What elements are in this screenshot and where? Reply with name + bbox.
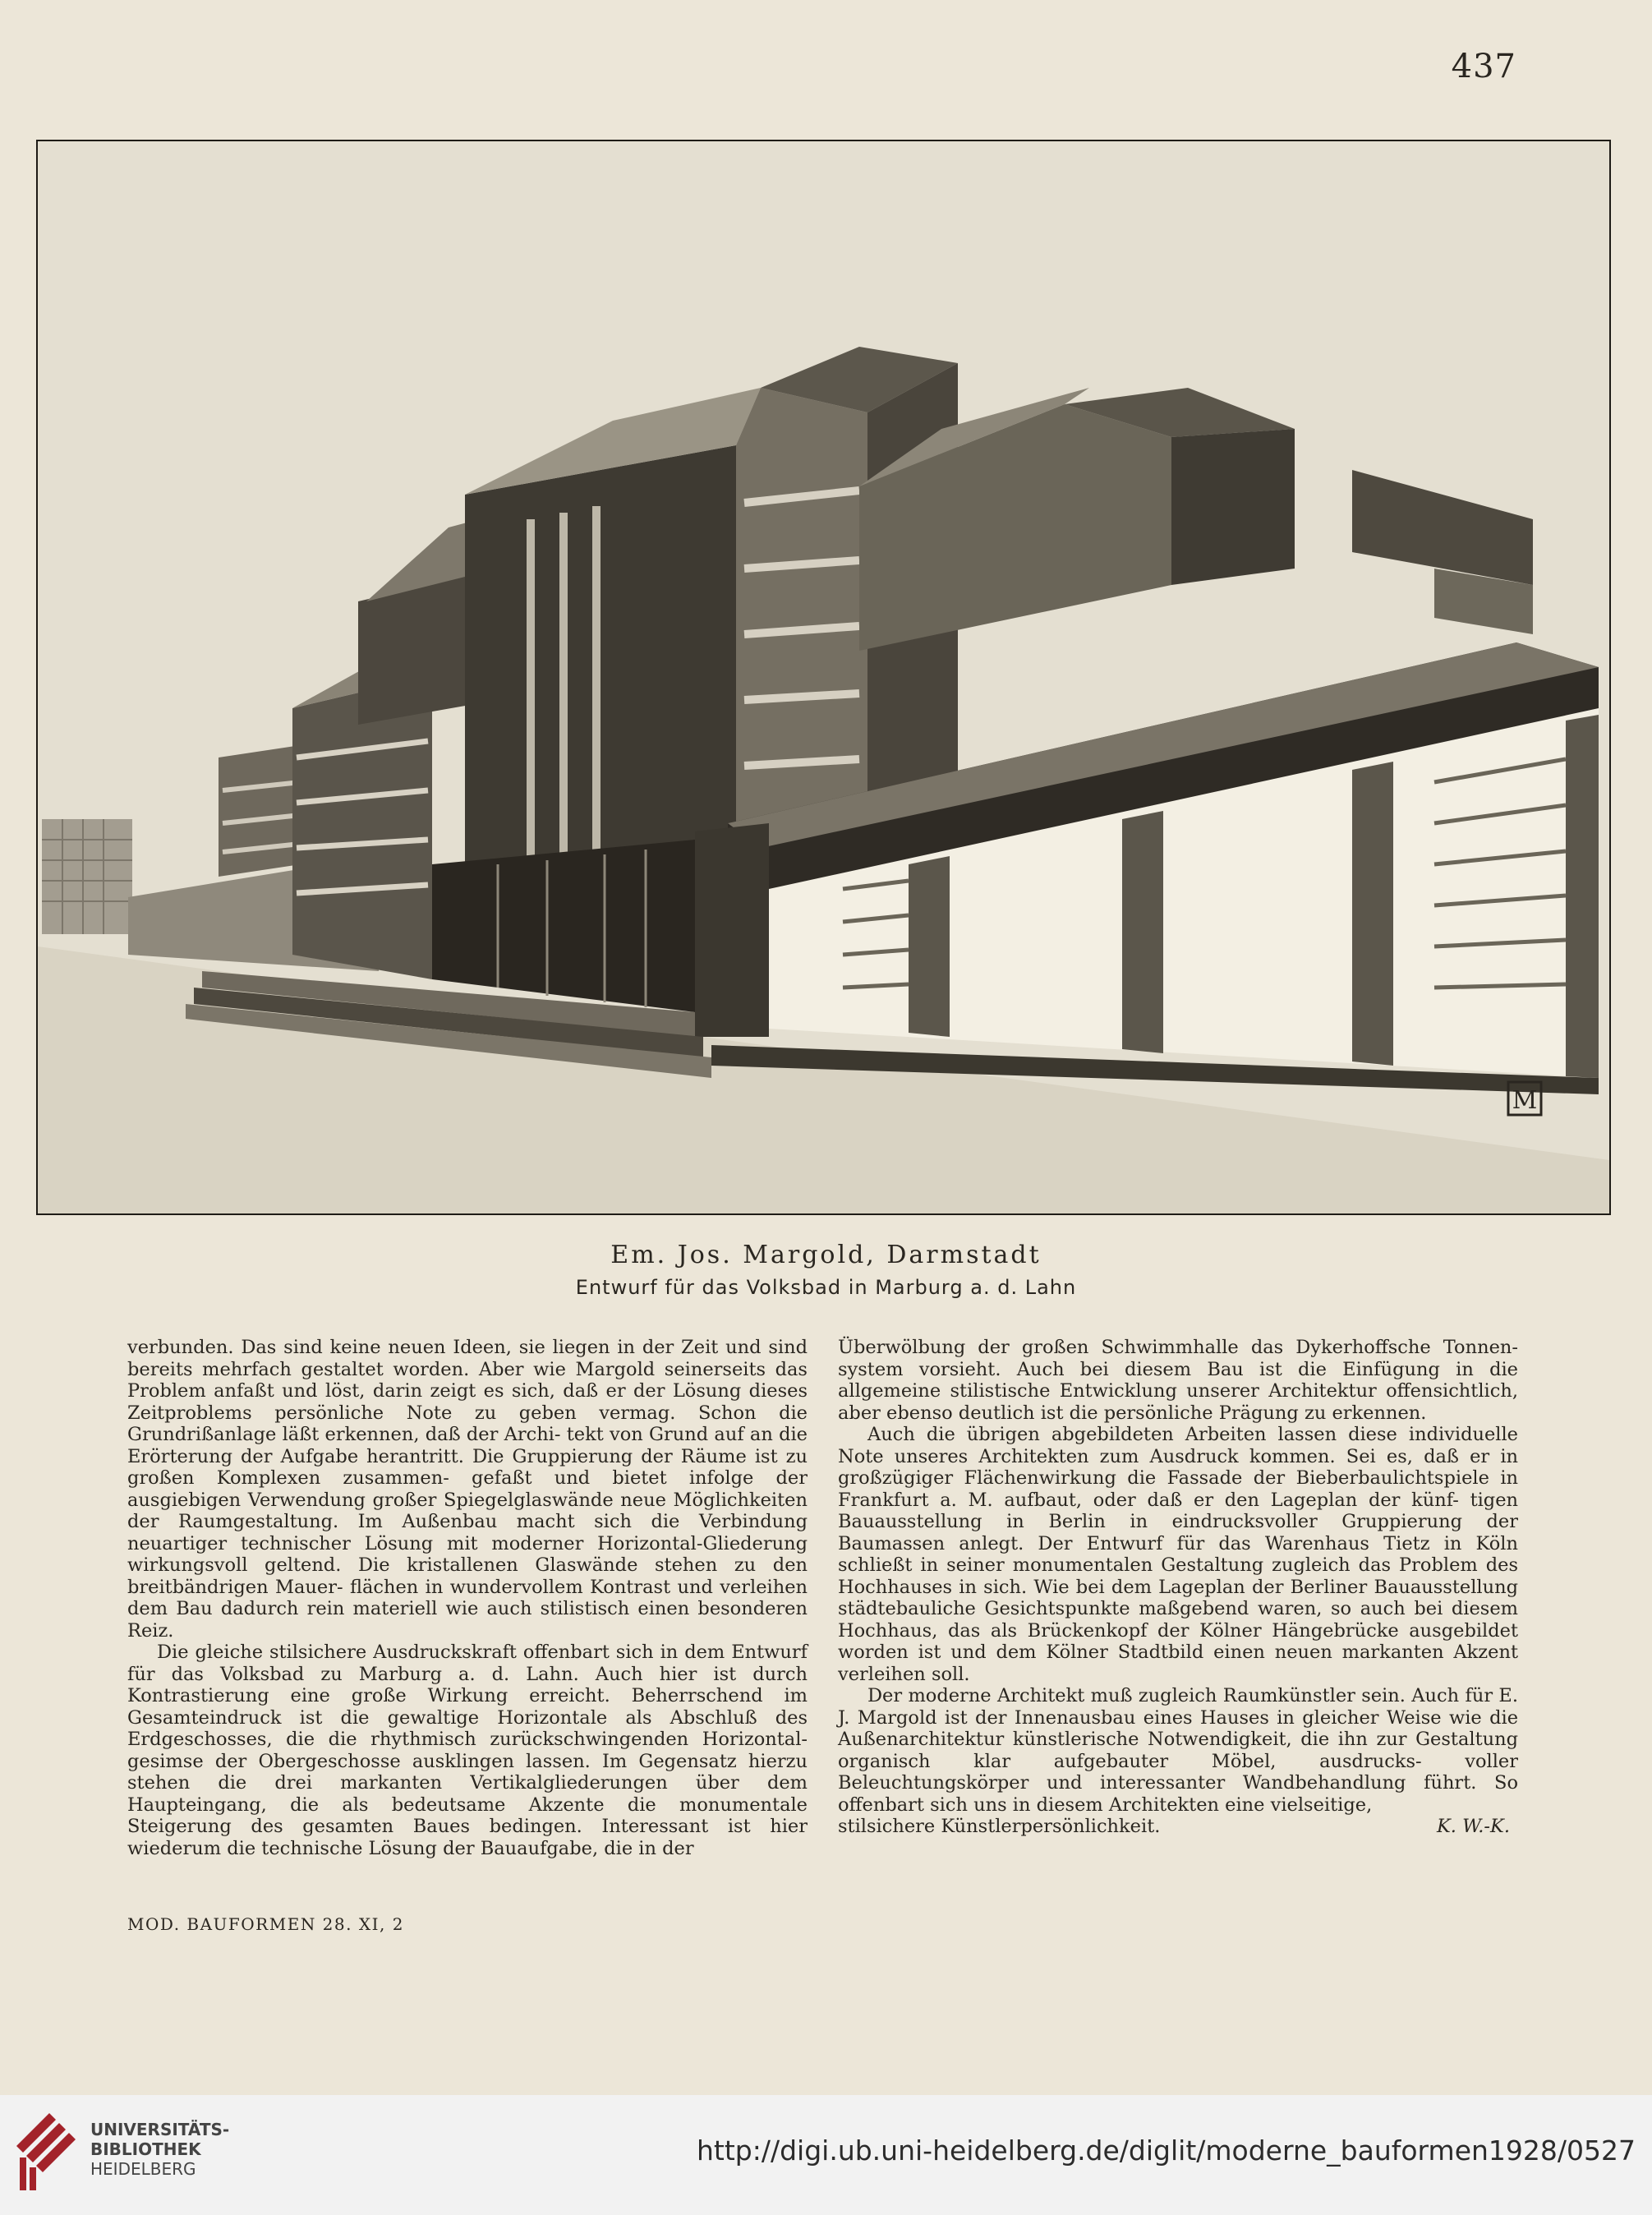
text-line: flächen in wundervollem Kontrast und verleihen dem Bau dadurch (127, 1576, 808, 1619)
text-line: tekt von Grund auf an die Erörterung der Aufgabe herantritt. (127, 1424, 808, 1467)
text-line: die allgemeine stilistische Entwicklung unserer Architektur (838, 1358, 1518, 1402)
text-line: Hängebrücke ausgebildet worden ist und dem Kölner Stadtbild (838, 1619, 1518, 1663)
text-line: führt. So offenbart sich uns in diesem Architekten eine vielseitige, (838, 1772, 1518, 1816)
library-name-line3: HEIDELBERG (90, 2159, 196, 2179)
paragraph (838, 1685, 1518, 1816)
text-line: seinerseits das Problem anfaßt und löst, darin zeigt es sich, daß (127, 1358, 808, 1402)
text-line: system vorsieht. Auch bei diesem Bau ist die Einfügung in (838, 1358, 1474, 1380)
text-line: wiederum die technische Lösung der Bauaufgabe, die in der (127, 1837, 694, 1859)
paragraph (127, 1642, 808, 1859)
closing-line (838, 1816, 1518, 1838)
text-line: in großzügiger Flächenwirkung die Fassade der Bieberbaulichtspiele (838, 1445, 1519, 1489)
building-illustration (36, 140, 1611, 1215)
text-line: gesimse der Obergeschosse ausklingen lassen. Im Gegensatz (127, 1750, 737, 1772)
library-name (90, 2120, 229, 2179)
text-line: Lösung mit moderner Horizontal-Gliederung wirkungsvoll geltend. (127, 1532, 808, 1576)
text-line: des Hochhauses in sich. Wie bei dem Lageplan der Berliner (838, 1554, 1518, 1598)
text-line: Spiegelglaswände neue Möglichkeiten der Raumgestaltung. Im (127, 1489, 808, 1532)
building-drawing (38, 141, 1609, 1213)
text-line: er der Lösung dieses Zeitproblems persönliche Note zu geben (127, 1380, 808, 1424)
text-line: offensichtlich, aber ebenso deutlich ist die persönliche Prägung zu (838, 1380, 1518, 1424)
caption-artist: Em. Jos. Margold, Darmstadt (610, 1241, 1042, 1269)
page-number: 437 (1451, 48, 1516, 85)
text-line: für E. J. Margold ist der Innenausbau eines Hauses in gleicher (838, 1685, 1518, 1729)
author-signature: K. W.-K. (1436, 1816, 1510, 1837)
text-line: in Frankfurt a. M. aufbaut, oder daß er den Lageplan der künf- (838, 1467, 1518, 1511)
text-line: Weise wie die Außenarchitektur künstlerische Notwendigkeit, die (838, 1706, 1519, 1750)
text-line: Bauausstellung städtebauliche Gesichtspunkte maßgebend waren, (838, 1576, 1519, 1619)
left-column (127, 1337, 808, 1859)
text-line: Note unseres Architekten zum Ausdruck kommen. Sei es, daß er (838, 1445, 1490, 1467)
text-line: ihn zur Gestaltung organisch klar aufgebauter Möbel, ausdrucks- (838, 1729, 1518, 1772)
text-line: verbunden. Das sind keine neuen Ideen, sie liegen in der Zeit (127, 1337, 719, 1358)
right-column (838, 1337, 1518, 1838)
library-name-line1: UNIVERSITÄTS- (90, 2120, 230, 2139)
permalink-url[interactable]: http://digi.ub.uni-heidelberg.de/diglit/moderne_bauformen1928/0527 (697, 2134, 1636, 2167)
text-line: im Gesamteindruck ist die gewaltige Horizontale als Abschluß des (127, 1685, 808, 1729)
text-line: Die kristallenen Glaswände stehen zu den breitbändrigen Mauer- (127, 1554, 808, 1598)
text-line: Steigerung des gesamten Baues bedingen. Interessant ist hier (127, 1816, 808, 1837)
text-line: schließt in seiner monumentalen Gestaltung zugleich das Problem (838, 1554, 1478, 1576)
text-line: Die Gruppierung der Räume ist zu großen Komplexen zusammen- (127, 1445, 808, 1489)
text-line: so auch bei diesem Hochhaus, das als Brückenkopf der Kölner (838, 1598, 1519, 1642)
text-line: tigen Bauausstellung in Berlin in eindrucksvoller Gruppierung der (838, 1489, 1519, 1532)
library-name-line2: BIBLIOTHEK (90, 2139, 201, 2159)
library-footer-bar (0, 2095, 1652, 2215)
text-line: hierzu stehen die drei markanten Vertikalgliederungen über dem (127, 1750, 808, 1794)
text-line: Erdgeschosses, die die rhythmisch zurückschwingenden Horizontal- (127, 1729, 808, 1750)
text-line: gefaßt und bietet infolge der ausgiebigen Verwendung großer (127, 1467, 808, 1511)
text-line: rein materiell wie auch stilistisch einen besonderen Reiz. (127, 1598, 808, 1642)
library-logo-icon (16, 2113, 81, 2190)
text-line: Überwölbung der großen Schwimmhalle das Dykerhoffsche Tonnen- (838, 1337, 1518, 1358)
text-line: Auch die übrigen abgebildeten Arbeiten lassen diese individuelle (867, 1424, 1518, 1445)
final-text-line: stilsichere Künstlerpersönlichkeit. (838, 1816, 1161, 1837)
svg-text:M: M (1512, 1086, 1538, 1115)
text-line: Der moderne Architekt muß zugleich Raumkünstler sein. Auch (867, 1685, 1460, 1706)
paragraph (838, 1337, 1518, 1424)
paragraph (127, 1337, 808, 1642)
text-line: voller Beleuchtungskörper und interessanter Wandbehandlung (838, 1750, 1518, 1794)
text-line: vermag. Schon die Grundrißanlage läßt erkennen, daß der Archi- (127, 1402, 808, 1445)
journal-reference: MOD. BAUFORMEN 28. XI, 2 (127, 1914, 404, 1934)
text-line: erkennen. (1332, 1402, 1427, 1424)
text-line: Entwurf für das Volksbad zu Marburg a. d. Lahn. Auch hier ist (127, 1642, 808, 1685)
paragraph (838, 1424, 1518, 1685)
text-line: Die gleiche stilsichere Ausdruckskraft offenbart sich in dem (157, 1642, 725, 1663)
text-line: einen neuen markanten Akzent verleihen soll. (838, 1642, 1518, 1685)
text-line: Haupteingang, die als bedeutsame Akzente die monumentale (127, 1794, 808, 1816)
text-line: Außenbau macht sich die Verbindung neuartiger technischer (127, 1511, 808, 1554)
text-line: Baumassen anlegt. Der Entwurf für das Warenhaus Tietz in Köln (838, 1532, 1518, 1554)
text-line: und sind bereits mehrfach gestaltet worden. Aber wie Margold (127, 1337, 808, 1380)
text-line: durch Kontrastierung eine große Wirkung erreicht. Beherrschend (127, 1663, 808, 1706)
caption-work: Entwurf für das Volksbad in Marburg a. d. Lahn (575, 1276, 1077, 1299)
